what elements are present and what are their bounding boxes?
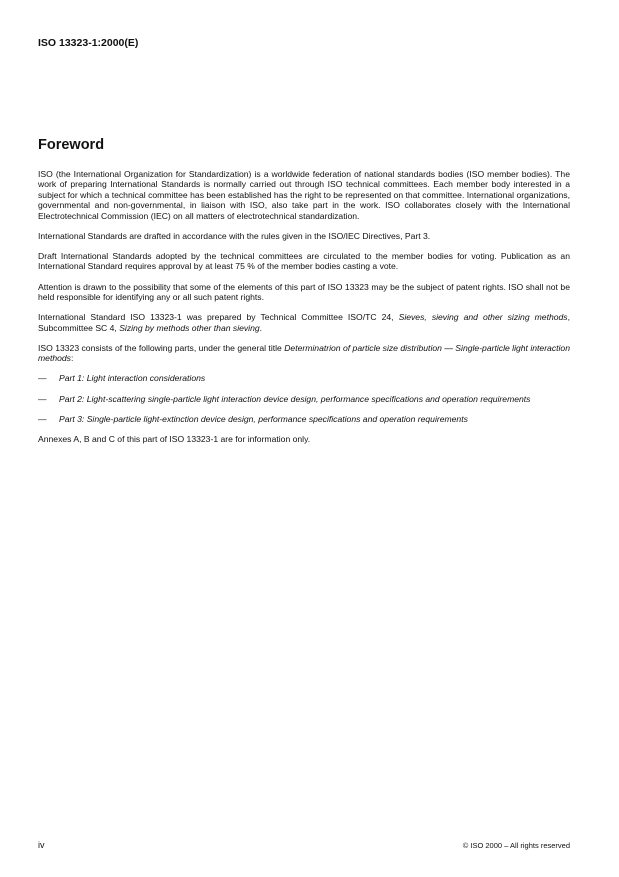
list-item <box>38 373 570 383</box>
page-title: Foreword <box>38 137 105 153</box>
foreword-body <box>38 169 570 454</box>
parts-intro-text-1: ISO 13323 consists of the following parts, under the general title <box>38 342 285 353</box>
paragraph-directives: International Standards are drafted in accordance with the rules given in the ISO/IEC Directives, Part 3. <box>38 230 431 241</box>
paragraph-annexes: Annexes A, B and C of this part of ISO 13323-1 are for information only. <box>38 434 311 445</box>
parts-intro-text-2: : <box>70 353 74 364</box>
prepared-by-text-2: , Subcommittee SC 4, <box>38 312 570 333</box>
part-3-title: Part 3: Single-particle light-extinction device design, performance specifications and operation requirements <box>59 413 468 424</box>
paragraph-parts-intro <box>38 343 570 364</box>
document-identifier: ISO 13323-1:2000(E) <box>38 37 139 49</box>
subcommittee-title: Sizing by methods other than sieving <box>119 322 260 333</box>
dash-bullet: — <box>38 413 47 424</box>
part-1-title: Part 1: Light interaction considerations <box>59 373 206 384</box>
paragraph-prepared-by <box>38 312 570 333</box>
list-item <box>38 414 570 424</box>
copyright-notice: © ISO 2000 – All rights reserved <box>462 841 570 850</box>
paragraph-iso-intro: ISO (the International Organization for Standardization) is a worldwide federation of national standards bodies (ISO member bodies). The work of preparing International Standards is normally carried out through ISO technical committees. Each member body interested in a subject for which a technical committee has been established has the right to be represented on that committee. International organizations, governmental and non-governmental, in liaison with ISO, also take part in the work. ISO collaborates closely with the International Electrotechnical Commission (IEC) on all matters of electrotechnical standardization. <box>38 169 570 221</box>
prepared-by-text-1: International Standard ISO 13323-1 was prepared by Technical Committee ISO/TC 24, <box>38 312 399 323</box>
general-title: Determinatrion of particle size distribution — Single-particle light interaction methods <box>38 342 570 364</box>
dash-bullet: — <box>38 393 47 404</box>
page-number: iv <box>38 840 45 850</box>
paragraph-patent-rights: Attention is drawn to the possibility that some of the elements of this part of ISO 13323 may be the subject of patent rights. ISO shall not be held responsible for identifying any or all such patent rights. <box>38 281 570 303</box>
paragraph-voting: Draft International Standards adopted by the technical committees are circulated to the member bodies for voting. Publication as an International Standard requires approval by at least 75 % of the member bodies casting a vote. <box>38 251 570 272</box>
committee-title: Sieves, sieving and other sizing methods <box>398 312 568 323</box>
prepared-by-text-3: . <box>259 322 263 333</box>
list-item <box>38 394 570 404</box>
part-2-title: Part 2: Light-scattering single-particle light interaction device design, performance specifications and operation requirements <box>59 393 531 404</box>
dash-bullet: — <box>38 373 47 384</box>
